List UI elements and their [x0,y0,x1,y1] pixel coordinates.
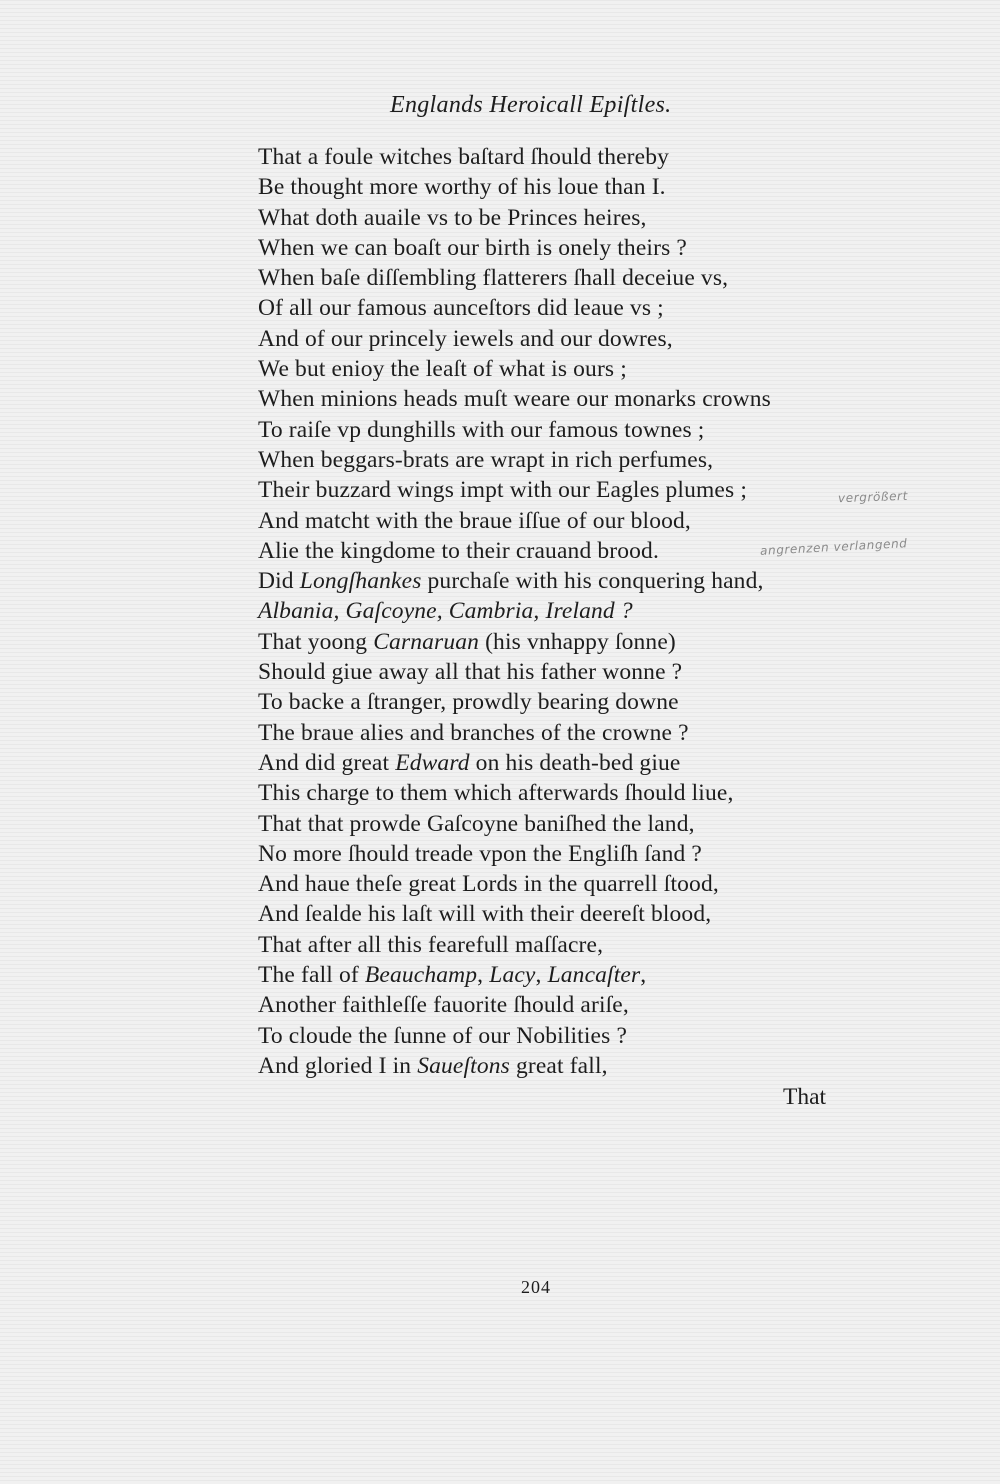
line-text: When baſe diſſembling flatterers ſhall deceiue vs, [258,265,729,292]
verse-line [258,142,858,172]
line-text: This charge to them which afterwards ſhould liue, [258,780,734,807]
italic-text: Lancaſter [547,962,641,989]
verse-line [258,233,858,263]
verse-line [258,415,858,445]
verse-line [258,627,858,657]
verse-line [258,263,858,293]
page-number: 204 [521,1277,551,1297]
line-text: , [477,962,490,989]
verse-block [258,142,858,1081]
line-text: We but enioy the leaſt of what is ours ; [258,356,627,383]
line-text: When we can boaſt our birth is onely theirs ? [258,234,687,261]
line-text: The fall of [258,962,365,989]
verse-line [258,687,858,717]
catchword: That [783,1084,827,1110]
line-text: (his vnhappy ſonne) [479,628,676,655]
running-head: Englands Heroicall Epiſtles. [390,92,672,118]
line-text: To raiſe vp dunghills with our famous townes ; [258,416,705,443]
line-text: That yoong [258,628,374,655]
line-text: And gloried I in [258,1052,418,1079]
line-text: And ſealde his laſt will with their deereſt blood, [258,901,712,928]
verse-line [258,990,858,1020]
verse-line [258,1021,858,1051]
verse-line [258,1051,858,1081]
verse-line [258,293,858,323]
verse-line [258,960,858,990]
line-text: And haue theſe great Lords in the quarrell ſtood, [258,871,719,898]
verse-line [258,203,858,233]
line-text: That a foule witches baſtard ſhould thereby [258,144,670,170]
line-text: The braue alies and branches of the crowne ? [258,719,689,746]
handwritten-gloss: vergrößert [837,488,909,506]
verse-line [258,869,858,899]
line-text: , [640,962,647,989]
line-text: When beggars-brats are wrapt in rich perfumes, [258,446,714,473]
verse-line [258,354,858,384]
line-text: Of all our famous aunceſtors did leaue vs ; [258,295,664,322]
line-text: Be thought more worthy of his loue than I. [258,174,666,201]
italic-text: Carnaruan [373,628,480,655]
line-text: And matcht with the braue iſſue of our blood, [258,507,691,534]
verse-line [258,596,858,626]
line-text: Did [258,568,300,595]
verse-line [258,899,858,929]
line-text: Should giue away all that his father wonne ? [258,659,683,686]
line-text: purchaſe with his conquering hand, [421,568,764,595]
line-text: No more ſhould treade vpon the Engliſh ſand ? [258,840,703,867]
italic-text: Longſhankes [299,568,422,595]
line-text: What doth auaile vs to be Princes heires, [258,204,647,231]
line-text: That that prowde Gaſcoyne baniſhed the land, [258,810,695,837]
line-text: When minions heads muſt weare our monarks crowns [258,386,771,413]
line-text: Another faithleſſe fauorite ſhould ariſe, [258,992,629,1019]
italic-text: Edward [395,749,470,776]
verse-line [258,809,858,839]
verse-line [258,475,858,505]
italic-text: Saueſtons [417,1052,510,1079]
verse-line [258,718,858,748]
handwritten-gloss: angrenzen verlangend [759,536,908,558]
italic-text: Beauchamp [364,962,478,989]
verse-line [258,324,858,354]
italic-text: Albania, Gaſcoyne, Cambria, Ireland ? [258,598,633,625]
line-text: To backe a ſtranger, prowdly bearing downe [258,689,679,716]
line-text: Alie the kingdome to their crauand brood. [258,537,659,564]
line-text: great fall, [509,1052,608,1079]
verse-line [258,778,858,808]
line-text: on his death-bed giue [469,749,681,776]
line-text: Their buzzard wings impt with our Eagles plumes ; [258,477,747,504]
line-text: , [535,962,548,989]
verse-line [258,930,858,960]
verse-line [258,566,858,596]
verse-line [258,506,858,536]
verse-line [258,839,858,869]
verse-line [258,445,858,475]
verse-line [258,172,858,202]
line-text: To cloude the ſunne of our Nobilities ? [258,1022,628,1049]
line-text: That after all this fearefull maſſacre, [258,931,604,958]
line-text: And did great [258,749,396,776]
verse-line [258,748,858,778]
line-text: And of our princely iewels and our dowres, [258,325,673,352]
italic-text: Lacy [489,962,536,989]
verse-line [258,657,858,687]
verse-line [258,384,858,414]
